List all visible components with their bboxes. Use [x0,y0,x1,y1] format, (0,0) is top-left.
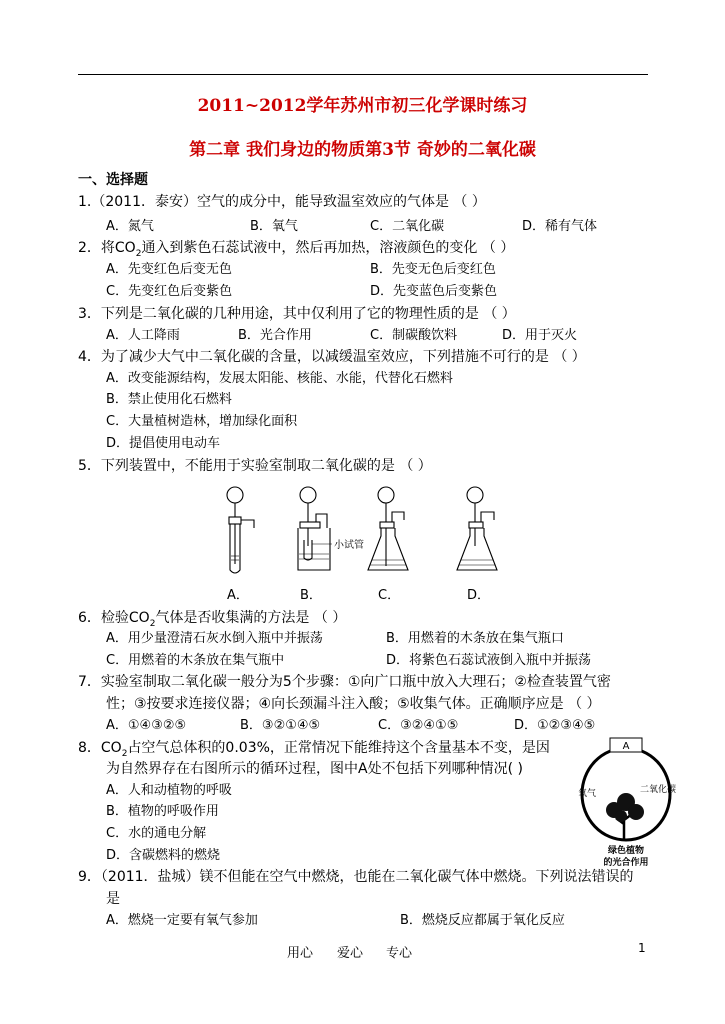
question-2-stem: 2．将$CO_2$通入到紫色石蕊试液中，然后再加热，溶液颜色的变化 （ ） [78,240,515,259]
q2-option-a: A．先变红色后变无色 [106,262,232,277]
q4-option-b: B．禁止使用化石燃料 [106,392,232,407]
q1-option-b: B．氧气 [250,219,298,234]
question-4-stem: 4．为了减少大气中二氧化碳的含量，以减缓温室效应，下列措施不可行的是 （ ） [78,349,586,365]
q2-option-b: B．先变无色后变红色 [370,262,496,277]
q6-option-b: B．用燃着的木条放在集气瓶口 [386,631,564,646]
q7-option-a: A．①④③②⑤ [106,718,187,733]
header-rule [78,74,648,75]
question-9-stem-line1: 9．（2011．盐城）镁不但能在空气中燃烧，也能在二氧化碳气体中燃烧。下列说法错误的 [78,869,634,885]
q7-option-c: C．③②④①⑤ [378,718,459,733]
q8-option-b: B．植物的呼吸作用 [106,804,219,819]
page-title: 2011~2012学年苏州市初三化学课时练习 [197,96,528,116]
q6-option-d: D．将紫色石蕊试液倒入瓶中并振荡 [386,653,592,668]
q4-option-c: C．大量植树造林，增加绿化面积 [106,414,298,429]
question-7-stem-line1: 7．实验室制取二氧化碳一般分为5个步骤：①向广口瓶中放入大理石；②检查装置气密 [78,674,611,690]
footer-item-3: 专心 [386,946,413,961]
apparatus-b [298,487,332,570]
diagram-caption-2: 的光合作用 [603,858,649,868]
page-number: 1 [638,941,646,955]
q8-option-c: C．水的通电分解 [106,826,207,841]
diagram-oxygen-label: 氧气 [578,789,597,799]
footer-item-1: 用心 [287,946,314,961]
diagram-caption-1: 绿色植物 [607,846,645,856]
q3-option-a: A．人工降雨 [106,328,180,343]
diagram-co2-label: 二氧化碳 [640,785,677,795]
q5-label-b: B． [300,588,322,603]
footer-item-2: 爱心 [337,946,364,961]
apparatus-c [368,487,408,570]
question-7-stem-line2: 性；③按要求连接仪器；④向长颈漏斗注入酸；⑤收集气体。正确顺序应是 （ ） [106,696,601,712]
q1-option-c: C．二氧化碳 [370,219,445,234]
q5-label-d: D． [467,588,491,603]
q5-apparatus-figure [210,484,510,580]
question-8-stem-line1: 8．$CO_2$占空气总体积的0.03%，正常情况下能维持这个含量基本不变，是因 [78,740,550,759]
q1-option-d: D．稀有气体 [522,219,598,234]
q3-option-b: B．光合作用 [238,328,312,343]
small-tube-label: 小试管 [334,540,364,551]
question-5-stem: 5．下列装置中，不能用于实验室制取二氧化碳的是 （ ） [78,458,432,474]
q7-option-b: B．③②①④⑤ [240,718,321,733]
q5-label-a: A． [227,588,249,603]
q3-option-c: C．制碳酸饮料 [370,328,458,343]
q2-option-c: C．先变红色后变紫色 [106,284,233,299]
diagram-box-label: A [622,741,630,752]
question-9-stem-line2: 是 [106,891,120,907]
q6-option-a: A．用少量澄清石灰水倒入瓶中并振荡 [106,631,323,646]
q7-option-d: D．①②③④⑤ [514,718,596,733]
q8-option-a: A．人和动植物的呼吸 [106,783,232,798]
question-3-stem: 3．下列是二氧化碳的几种用途，其中仅利用了它的物理性质的是 （ ） [78,306,516,322]
apparatus-d [457,487,497,570]
carbon-cycle-diagram [574,732,678,868]
q1-option-a: A．氮气 [106,219,154,234]
chapter-subtitle: 第二章 我们身边的物质第3节 奇妙的二氧化碳 [189,140,536,160]
question-6-stem: 6．检验$CO_2$气体是否收集满的方法是 （ ） [78,610,347,629]
q8-option-d: D．含碳燃料的燃烧 [106,848,221,863]
q9-option-a: A．燃烧一定要有氧气参加 [106,913,258,928]
q2-option-d: D．先变蓝色后变紫色 [370,284,498,299]
q3-option-d: D．用于灭火 [502,328,578,343]
section-heading: 一、选择题 [78,172,148,188]
question-8-stem-line2: 为自然界存在右图所示的循环过程，图中A处不包括下列哪种情况( ) [106,761,523,777]
q4-option-a: A．改变能源结构，发展太阳能、核能、水能，代替化石燃料 [106,371,453,386]
tree-icon [606,793,644,840]
q9-option-b: B．燃烧反应都属于氧化反应 [400,913,565,928]
apparatus-a [227,487,254,573]
q6-option-c: C．用燃着的木条放在集气瓶中 [106,653,285,668]
q5-label-c: C． [378,588,401,603]
q4-option-d: D．提倡使用电动车 [106,436,221,451]
question-1-stem: 1.（2011．泰安）空气的成分中，能导致温室效应的气体是 （ ） [78,194,486,210]
